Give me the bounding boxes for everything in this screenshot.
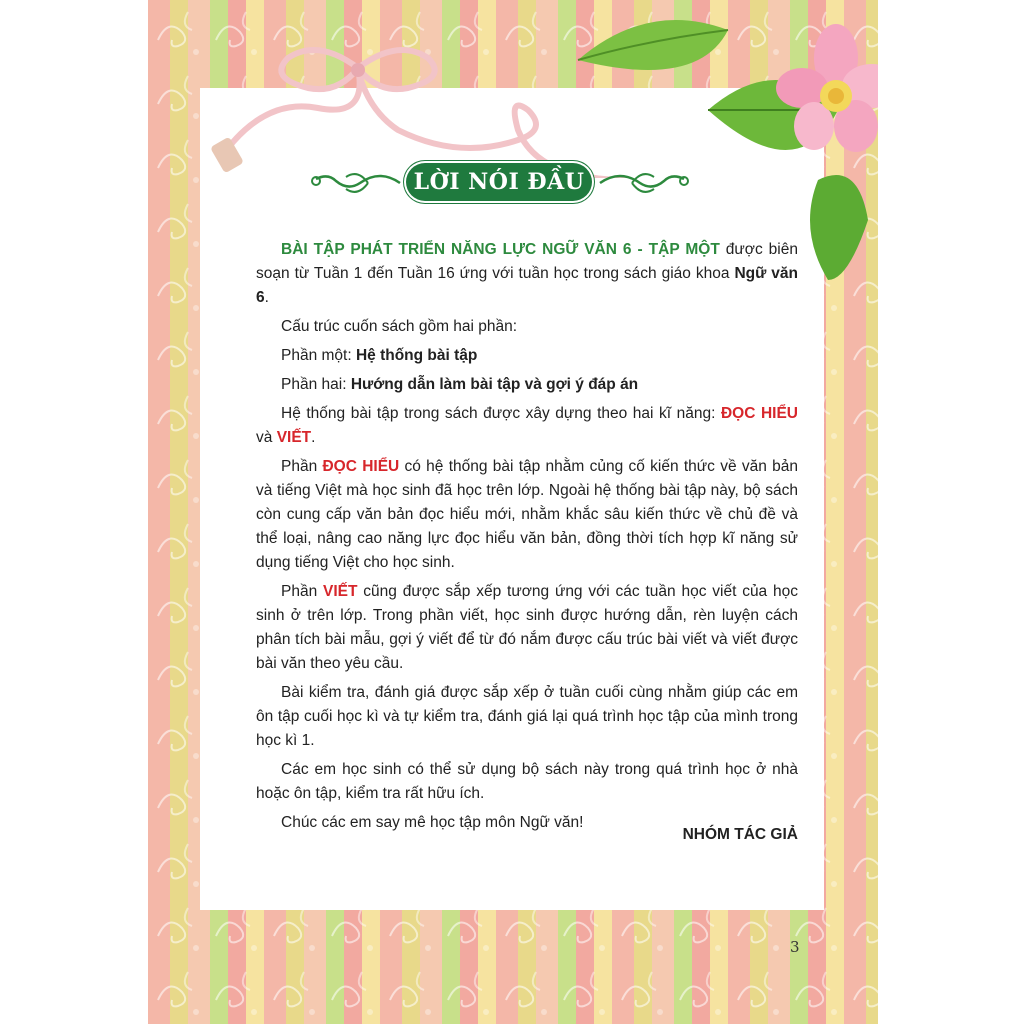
closing-line: Chúc các em say mê học tập môn Ngữ văn! <box>281 814 584 831</box>
signature: NHÓM TÁC GIẢ <box>682 826 798 843</box>
usage-paragraph: Các em học sinh có thể sử dụng bộ sách này trong quá trình học ở nhà hoặc ôn tập, kiểm tra rất hữu ích. <box>256 761 798 802</box>
assessment-paragraph: Bài kiểm tra, đánh giá được sắp xếp ở tuần cuối cùng nhằm giúp các em ôn tập cuối học kì và tự kiểm tra, đánh giá lại quá trình học tập của mình trong học kì 1. <box>256 684 798 749</box>
part-two-line: Phần hai: Hướng dẫn làm bài tập và gợi ý đáp án <box>281 376 639 393</box>
preface-body <box>256 238 798 840</box>
page-title: LỜI NÓI ĐẦU <box>406 163 592 201</box>
left-flourish-decoration <box>308 165 404 201</box>
intro-paragraph: BÀI TẬP PHÁT TRIỂN NĂNG LỰC NGỮ VĂN 6 - TẬP MỘT được biên soạn từ Tuần 1 đến Tuần 16 ứng với tuần học trong sách giáo khoa Ngữ văn 6. <box>256 241 798 306</box>
book-title: BÀI TẬP PHÁT TRIỂN NĂNG LỰC NGỮ VĂN 6 - TẬP MỘT <box>281 241 720 258</box>
skills-paragraph: Hệ thống bài tập trong sách được xây dựng theo hai kĩ năng: ĐỌC HIỂU và VIẾT. <box>256 405 798 446</box>
part-one-line: Phần một: Hệ thống bài tập <box>281 347 478 364</box>
reading-paragraph: Phần ĐỌC HIỂU có hệ thống bài tập nhằm củng cố kiến thức về văn bản và tiếng Việt mà học sinh đã học trên lớp. Ngoài hệ thống bài tập này, bộ sách còn cung cấp văn bản đọc hiểu mới, nhằm khắc sâu kiến thức về chủ đề và thể loại, nâng cao năng lực đọc hiểu văn bản, đồng thời tích hợp kĩ năng sử dụng tiếng Việt cho học sinh. <box>256 458 798 571</box>
book-page <box>148 0 878 1024</box>
writing-paragraph: Phần VIẾT cũng được sắp xếp tương ứng với các tuần học viết của học sinh ở trên lớp. Trong phần viết, học sinh được hướng dẫn, rèn luyện cách phân tích bài mẫu, gợi ý viết để từ đó nắm được cấu trúc bài viết và viết được bài văn theo yêu cầu. <box>256 583 798 672</box>
structure-intro: Cấu trúc cuốn sách gồm hai phần: <box>281 318 518 335</box>
right-flourish-decoration <box>596 165 692 201</box>
textbook-name: Ngữ văn 6 <box>256 265 798 306</box>
page-number: 3 <box>790 938 800 956</box>
